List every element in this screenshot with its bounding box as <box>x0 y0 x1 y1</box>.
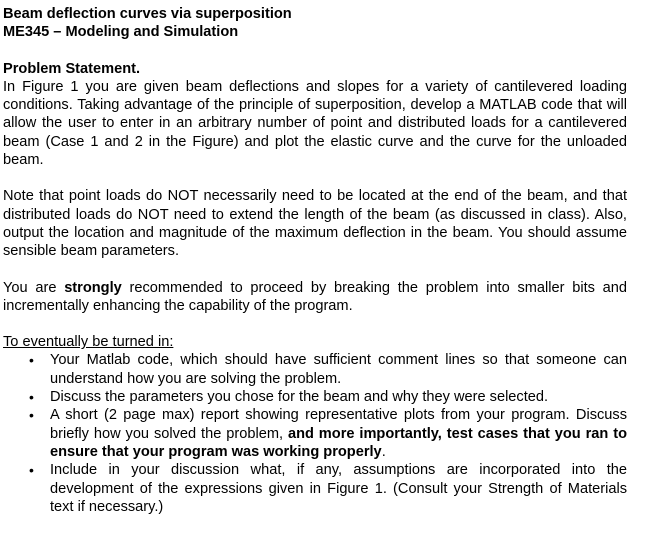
paragraph-3-lead: You are <box>3 279 65 296</box>
problem-paragraph-3 <box>3 279 627 316</box>
document-header <box>3 5 627 42</box>
bullet-icon: • <box>29 352 34 369</box>
document-title: Beam deflection curves via superposition <box>3 6 292 22</box>
list-item-text-lead: A short (2 page max) report showing representative plots from your program. Discuss briefly how you solved the problem, <box>50 407 627 442</box>
list-item-text <box>50 407 627 460</box>
list-item-text-emphasis: and more importantly, test cases that you ran to ensure that your program was working properly <box>50 425 628 460</box>
emphasis-strongly: strongly <box>64 279 122 296</box>
bullet-icon: • <box>29 389 34 406</box>
deliverables-list <box>3 351 627 516</box>
list-item-text: Your Matlab code, which should have sufficient comment lines so that someone can understand how you are solving the problem. <box>50 352 627 387</box>
bullet-icon: • <box>29 462 34 479</box>
deliverables-heading: To eventually be turned in: <box>3 334 174 351</box>
list-item-text: Discuss the parameters you chose for the beam and why they were selected. <box>50 389 549 406</box>
document-page <box>3 5 627 516</box>
list-item <box>3 461 627 516</box>
list-item <box>3 388 627 406</box>
list-item-text: Include in your discussion what, if any, assumptions are incorporated into the development of the expressions given in Figure 1. (Consult your Strength of Materials text if necessary.) <box>50 462 627 515</box>
list-item <box>3 406 627 461</box>
problem-paragraph-1: In Figure 1 you are given beam deflections and slopes for a variety of cantilevered loading conditions. Taking advantage of the principle of superposition, develop a MATLAB code that will allow the user to enter in an arbitrary number of point and distributed loads for a cantilevered beam (Case 1 and 2 in the Figure) and plot the elastic curve and the curve for the unloaded beam. <box>3 78 627 169</box>
problem-statement-heading: Problem Statement. <box>3 60 141 77</box>
course-title: ME345 – Modeling and Simulation <box>3 24 239 41</box>
problem-paragraph-2: Note that point loads do NOT necessarily need to be located at the end of the beam, and that distributed loads do NOT need to extend the length of the beam (as discussed in class). Also, output the location and magnitude of the maximum deflection in the beam. You should assume sensible beam parameters. <box>3 188 627 260</box>
list-item-text-tail: . <box>381 443 386 460</box>
bullet-icon: • <box>29 407 34 424</box>
list-item <box>3 351 627 388</box>
paragraph-3-tail: recommended to proceed by breaking the problem into smaller bits and incrementally enhancing the capability of the program. <box>3 279 628 314</box>
